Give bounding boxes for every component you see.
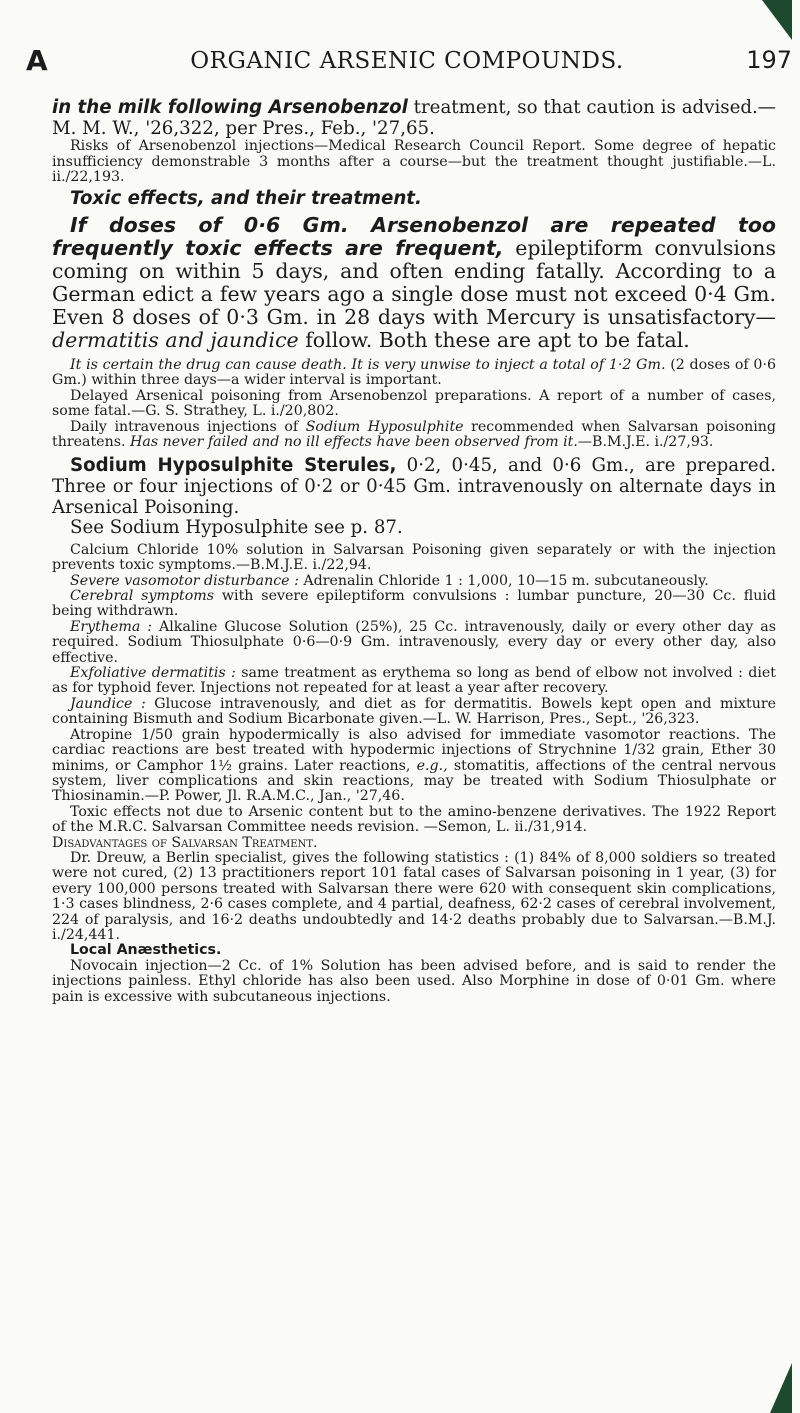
emphasis-sterules: Sodium Hyposulphite Sterules, xyxy=(70,455,397,477)
paragraph-sterules xyxy=(52,456,776,518)
emphasis-erythema: Erythema : xyxy=(70,618,153,635)
emphasis-repeated: If doses of 0·6 Gm. Arsenobenzol are repeated too frequently toxic effects are frequent, xyxy=(52,213,776,260)
emphasis-eg: e.g., xyxy=(416,757,448,774)
text-hypo-a: Daily intravenous injections of xyxy=(70,418,306,435)
page-corner-mark xyxy=(762,0,792,40)
paragraph-statistics: Dr. Dreuw, a Berlin specialist, gives the following statistics : (1) 84% of 8,000 soldiers so treated were not cured, (2) 13 practitioners report 101 fatal cases of Salvarsan poisoning in 1 year, (3) for every 100,000 persons treated with Salvarsan there were 620 with consequent skin complications, 1·3 cases blindness, 2·6 cases complete, and 4 partial, deafness, 62·2 cases of cerebral involvement, 224 of paralysis, and 16·2 deaths undoubtedly and 14·2 deaths probably due to Salvarsan.—B.M.J. i./24,441. xyxy=(52,849,776,943)
page-number: 197 xyxy=(746,46,792,74)
emphasis-cerebral: Cerebral symptoms xyxy=(70,588,214,605)
text-exfoliative: same treatment as erythema so long as bend of elbow not involved : diet as for typhoid fever. Injections not repeated for at least a year after recovery. xyxy=(52,665,776,697)
text-milk: treatment, so that caution is advised.—M. M. W., '26,322, per Pres., Feb., '27,65. xyxy=(52,97,776,139)
paragraph-repeated-doses xyxy=(52,214,776,352)
text-erythema: Alkaline Glucose Solution (25%), 25 Cc. intravenously, daily or every other day as required. Sodium Thiosulphate 0·6—0·9 Gm. intravenously, every day or every other day, also effective. xyxy=(52,618,776,666)
text-repeated: epileptiform convulsions coming on within 5 days, and often ending fatally. According to a German edict a few years ago a single dose must not exceed 0·4 Gm. Even 8 doses of 0·3 Gm. in 28 days with Mercury is unsatisfactory— xyxy=(52,236,776,329)
text-atropine-a: Atropine 1/50 grain hypodermically is also advised for immediate vasomotor reactions. The cardiac reactions are best treated with hypodermic injections of Strychnine 1/32 grain, Ether 30 minims, or Camphor 1½ grains. Later reactions, xyxy=(52,726,776,774)
heading-toxic-effects: Toxic effects, and their treatment. xyxy=(70,188,422,210)
paragraph-risks: Risks of Arsenobenzol injections—Medical Research Council Report. Some degree of hepatic insufficiency demonstrable 3 months after a course—but the treatment thought justifiable.—L. ii./22,193. xyxy=(52,138,776,185)
book-page xyxy=(22,0,792,1413)
paragraph-hyposulphite xyxy=(52,420,776,451)
text-repeated-end: follow. Both these are apt to be fatal. xyxy=(298,328,690,352)
emphasis-jaundice: Jaundice : xyxy=(70,695,146,712)
paragraph-see-reference: See Sodium Hyposulphite see p. 87. xyxy=(70,517,403,539)
paragraph-exfoliative xyxy=(52,666,776,697)
paragraph-amino-benzene: Toxic effects not due to Arsenic content but to the amino-benzene derivatives. The 1922 Report of the M.R.C. Salvarsan Committee needs revision. —Semon, L. ii./31,914. xyxy=(52,803,776,836)
emphasis-death: It is certain the drug can cause death. It is very unwise to inject a total of 1·2 Gm. xyxy=(70,357,666,373)
paragraph-erythema xyxy=(52,620,776,666)
heading-disadvantages: Disadvantages of Salvarsan Treatment. xyxy=(52,834,318,851)
emphasis-milk: in the milk following Arsenobenzol xyxy=(52,97,408,118)
paragraph-jaundice xyxy=(52,697,776,728)
text-vasomotor: Adrenalin Chloride 1 : 1,000, 10—15 m. subcutaneously. xyxy=(298,572,709,589)
paragraph-death-risk xyxy=(52,358,776,389)
paragraph-delayed-poisoning: Delayed Arsenical poisoning from Arsenobenzol preparations. A report of a number of cases, some fatal.—G. S. Strathey, L. i./20,802. xyxy=(52,387,776,420)
emphasis-dermatitis: dermatitis and jaundice xyxy=(52,328,299,352)
text-atropine-c: stomatitis, affections of the central nervous system, liver complications and skin reactions, may be treated with Sodium Thiosulphate or Thiosinamin.—P. Power, Jl. R.A.M.C., Jan., '27,46. xyxy=(52,757,776,805)
page-body xyxy=(52,98,776,1005)
paragraph-milk-caution xyxy=(52,98,776,139)
running-title: ORGANIC ARSENIC COMPOUNDS. xyxy=(190,48,624,74)
heading-local-anaesthetics: Local Anæsthetics. xyxy=(70,942,222,959)
running-header xyxy=(22,44,792,80)
emphasis-hypo: Sodium Hyposulphite xyxy=(305,418,464,435)
paragraph-novocain: Novocain injection—2 Cc. of 1% Solution has been advised before, and is said to render the injections painless. Ethyl chloride has also been used. Also Morphine in dose of 0·01 Gm. where pain is excessive with subcutaneous injections. xyxy=(52,957,776,1005)
text-cerebral: with severe epileptiform convulsions : lumbar puncture, 20—30 Cc. fluid being withdrawn. xyxy=(52,588,776,620)
text-sterules: 0·2, 0·45, and 0·6 Gm., are prepared. Three or four injections of 0·2 or 0·45 Gm. intravenously on alternate days in Arsenical Poisoning. xyxy=(52,455,776,518)
paragraph-cerebral xyxy=(52,589,776,620)
text-hypo-ref: —B.M.J.E. i./27,93. xyxy=(577,434,714,451)
text-jaundice: Glucose intravenously, and diet as for dermatitis. Bowels kept open and mixture containing Bismuth and Sodium Bicarbonate given.—L. W. Harrison, Pres., Sept., '26,323. xyxy=(52,695,777,728)
text-death: (2 doses of 0·6 Gm.) within three days—a wider interval is important. xyxy=(52,357,776,389)
emphasis-vasomotor: Severe vasomotor disturbance : xyxy=(70,572,299,589)
text-hypo-c: recommended when Salvarsan poisoning threatens. xyxy=(52,418,777,451)
page-corner-mark-bottom xyxy=(770,1363,792,1413)
paragraph-calcium-chloride: Calcium Chloride 10% solution in Salvarsan Poisoning given separately or with the injection prevents toxic symptoms.—B.M.J.E. i./22,94. xyxy=(52,541,776,574)
emphasis-never-failed: Has never failed and no ill effects have been observed from it. xyxy=(130,434,578,451)
emphasis-exfoliative: Exfoliative dermatitis : xyxy=(70,665,236,682)
section-letter: A xyxy=(26,44,48,77)
paragraph-atropine xyxy=(52,728,776,805)
paragraph-vasomotor xyxy=(52,574,776,589)
